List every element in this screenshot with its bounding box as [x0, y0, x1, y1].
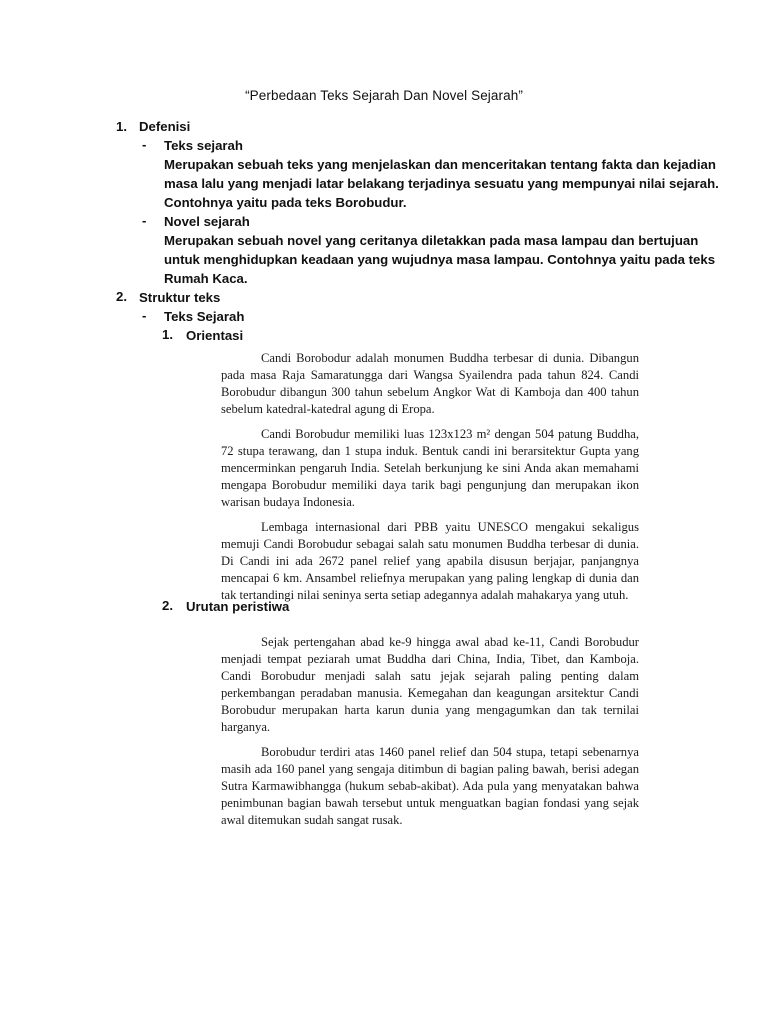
section-2-sub-heading: Teks Sejarah [164, 309, 245, 324]
item-1-text-line: Merupakan sebuah teks yang menjelaskan dan menceritakan tentang fakta dan kejadian [164, 157, 716, 172]
item-2-text-line: Merupakan sebuah novel yang ceritanya diletakkan pada masa lampau dan bertujuan [164, 233, 699, 248]
item-1-text-line: Contohnya yaitu pada teks Borobudur. [164, 195, 407, 210]
orientasi-paragraph: Candi Borobodur adalah monumen Buddha terbesar di dunia. Dibangun pada masa Raja Samaratungga dari Wangsa Syailendra pada tahun 824. Candi Borobudur dibangun 300 tahun sebelum Angkor Wat di Kamboja dan 400 tahun sebelum katedral-katedral agung di Eropa. [221, 351, 639, 416]
item-1-heading: Teks sejarah [164, 138, 243, 153]
item-2-text-line: Rumah Kaca. [164, 271, 248, 286]
orientasi-heading: Orientasi [186, 328, 244, 343]
document-title: “Perbedaan Teks Sejarah Dan Novel Sejarah” [245, 88, 523, 103]
urutan-heading: Urutan peristiwa [186, 599, 290, 614]
section-2-sub-dash: - [142, 308, 147, 323]
item-2-dash: - [142, 213, 147, 228]
item-2-text-line: untuk menghidupkan keadaan yang wujudnya masa lampau. Contohnya yaitu pada teks [164, 252, 716, 267]
orientasi-paragraph: Lembaga internasional dari PBB yaitu UNESCO mengakui sekaligus memuji Candi Borobudur sebagai salah satu monumen Buddha terbesar di dunia. Di Candi ini ada 2672 panel relief yang apabila disusun berjajar, panjangnya mencapai 6 km. Ansambel reliefnya merupakan yang paling lengkap di dunia dan tak tertandingi nilai seninya serta setiap adegannya adalah mahakarya yang utuh. [221, 520, 639, 602]
section-2-number: 2. [116, 289, 127, 304]
urutan-paragraph: Sejak pertengahan abad ke-9 hingga awal abad ke-11, Candi Borobudur menjadi tempat peziarah umat Buddha dari China, India, Tibet, dan Kamboja. Candi Borobudur menjadi salah satu jejak sejarah paling penting dalam perkembangan peradaban manusia. Kemegahan dan keagungan arsitektur Candi Borobudur merupakan harta karun dunia yang mengagumkan dan tak ternilai harganya. [221, 635, 639, 734]
item-1-text-line: masa lalu yang menjadi latar belakang terjadinya sesuatu yang mempunyai nilai sejarah. [164, 176, 719, 191]
orientasi-number: 1. [162, 327, 173, 342]
urutan-paragraph: Borobudur terdiri atas 1460 panel relief dan 504 stupa, tetapi sebenarnya masih ada 160 panel yang sengaja ditimbun di bagian paling bawah, berisi adegan Sutra Karmawibhangga (hukum sebab-akibat). Ada pula yang menyatakan bahwa penimbunan bagian bawah tersebut untuk menguatkan bagian fondasi yang sejak awal ditemukan sudah sangat rusak. [221, 745, 639, 827]
urutan-number: 2. [162, 598, 173, 613]
item-1-dash: - [142, 137, 147, 152]
item-2-heading: Novel sejarah [164, 214, 250, 229]
section-1-heading: Defenisi [139, 119, 191, 134]
orientasi-excerpt [221, 350, 639, 612]
section-1-number: 1. [116, 119, 127, 134]
urutan-excerpt [221, 634, 639, 837]
section-2-heading: Struktur teks [139, 290, 221, 305]
orientasi-paragraph: Candi Borobudur memiliki luas 123x123 m² dengan 504 patung Buddha, 72 stupa terawang, dan 1 stupa induk. Bentuk candi ini berarsitektur Gupta yang mencerminkan pengaruh India. Setelah berkunjung ke sini Anda akan memahami mengapa Borobudur memiliki daya tarik bagi pengunjung dan merupakan ikon warisan budaya Indonesia. [221, 427, 639, 509]
